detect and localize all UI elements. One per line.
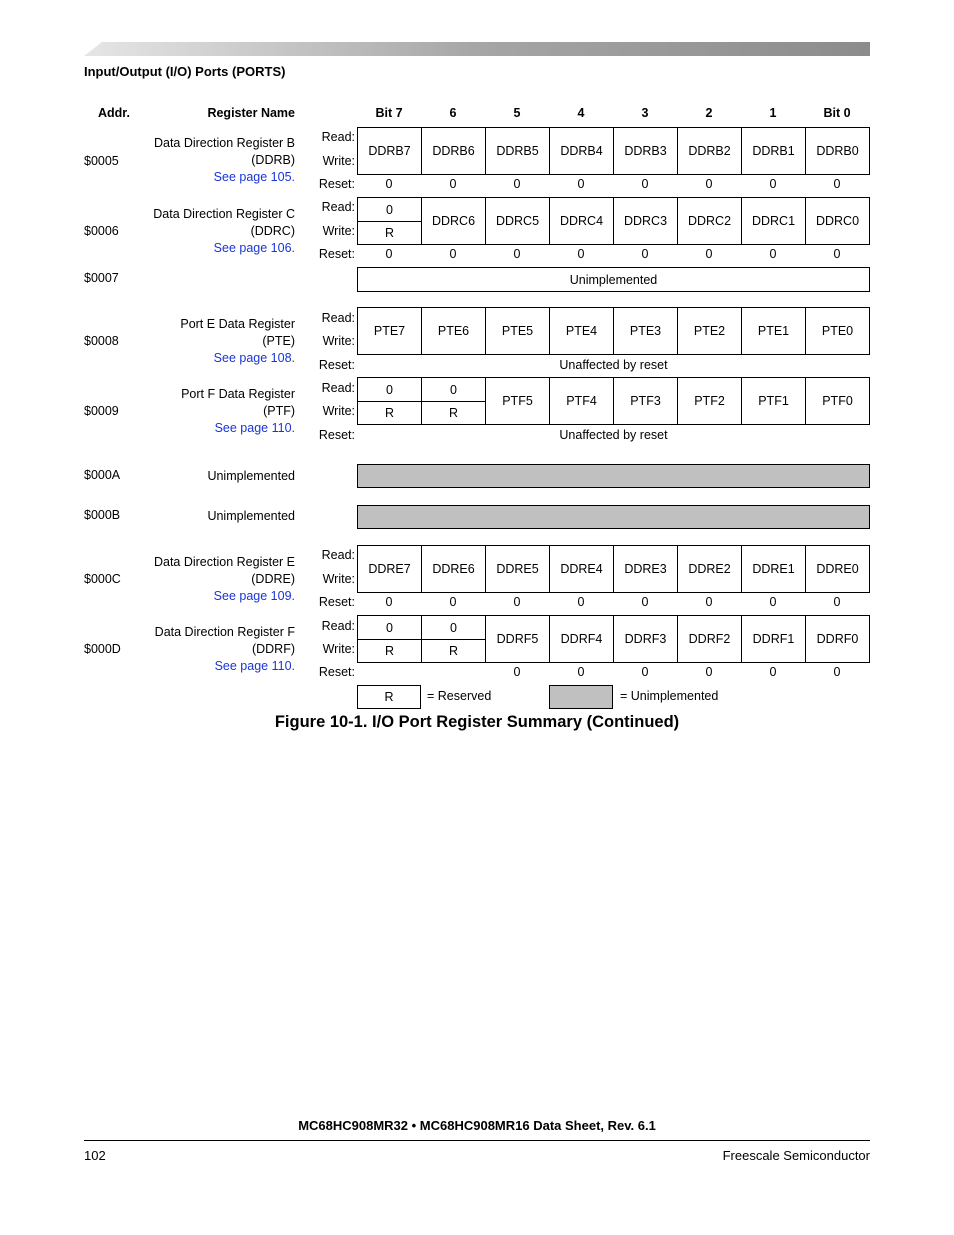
reset-note: Unaffected by reset [559,358,668,372]
reset-value: 0 [641,177,649,191]
bit-cell: 0 [357,377,422,402]
bit-cell: DDRC3 [613,197,678,245]
bit-cell: DDRC6 [421,197,486,245]
bit-cell: DDRF5 [485,615,550,663]
read-label: Read: [321,548,355,562]
legend-reserved-label: = Reserved [427,689,492,703]
bit-cell: PTE6 [421,307,486,355]
bit-cell: DDRE3 [613,545,678,593]
bit-cell: PTF5 [485,377,550,425]
reset-label: Reset: [318,665,355,679]
legend-reserved-box: R [357,685,421,709]
reset-value: 0 [833,595,841,609]
reset-value: 0 [385,247,393,261]
page-number: 102 [84,1148,106,1163]
bit-cell: DDRC0 [805,197,870,245]
bit-cell: DDRB3 [613,127,678,175]
legend-unimplemented-box [549,685,613,709]
write-label: Write: [322,572,355,586]
bit-cell: DDRB1 [741,127,806,175]
bit-header: Bit 7 [375,106,403,120]
reset-label: Reset: [318,247,355,261]
bit-cell: DDRE4 [549,545,614,593]
bit-cell: PTE3 [613,307,678,355]
reset-value: 0 [513,177,521,191]
reset-value: 0 [513,595,521,609]
reset-value: 0 [769,665,777,679]
footer-title: MC68HC908MR32 • MC68HC908MR16 Data Sheet, Rev. 6.1 [298,1118,656,1133]
bit-cell: 0 [357,197,422,222]
reset-value: 0 [385,595,393,609]
unimplemented-block [357,505,870,529]
read-label: Read: [321,311,355,325]
bit-cell: PTE2 [677,307,742,355]
bit-cell: DDRF3 [613,615,678,663]
bit-cell: PTE7 [357,307,422,355]
reset-value: 0 [769,595,777,609]
bit-cell: R [357,401,422,425]
register-address: $000D [84,642,121,656]
see-page-link[interactable]: See page 106. [213,241,295,255]
bit-cell: DDRB6 [421,127,486,175]
bit-cell: PTF0 [805,377,870,425]
write-label: Write: [322,642,355,656]
reset-value: 0 [449,177,457,191]
bit-cell: DDRC5 [485,197,550,245]
reset-value: 0 [705,595,713,609]
bit-header: 4 [577,106,585,120]
register-name: Port E Data Register (PTE) See page 108. [140,316,295,367]
see-page-link[interactable]: See page 108. [213,351,295,365]
read-label: Read: [321,200,355,214]
register-address: $000B [84,508,121,522]
bit-cell: DDRE2 [677,545,742,593]
bit-cell: DDRE7 [357,545,422,593]
register-address: $0009 [84,404,119,418]
bit-cell: R [421,639,486,663]
bit-cell: DDRB2 [677,127,742,175]
footer-divider [84,1140,870,1141]
write-label: Write: [322,404,355,418]
bit-cell: 0 [421,615,486,640]
reset-value: 0 [705,247,713,261]
register-name: Data Direction Register B (DDRB) See page 105. [140,135,295,186]
reset-value: 0 [513,665,521,679]
bit-cell: R [357,639,422,663]
register-address: $0006 [84,224,119,238]
bit-header: 1 [769,106,777,120]
bit-cell: DDRB5 [485,127,550,175]
unimplemented-block [357,464,870,488]
reset-value: 0 [577,247,585,261]
bit-cell: DDRE0 [805,545,870,593]
bit-cell: DDRB7 [357,127,422,175]
register-name: Data Direction Register C (DDRC) See page 106. [140,206,295,257]
reset-label: Reset: [318,177,355,191]
reset-label: Reset: [318,595,355,609]
bit-cell: DDRC1 [741,197,806,245]
company-name: Freescale Semiconductor [722,1148,870,1163]
bit-cell: R [421,401,486,425]
register-name-header: Register Name [207,106,295,120]
bit-header: 2 [705,106,713,120]
reset-value: 0 [577,595,585,609]
addr-header: Addr. [98,106,130,120]
bit-cell: R [357,221,422,245]
bit-cell: PTE4 [549,307,614,355]
bit-cell: DDRF0 [805,615,870,663]
register-name: Data Direction Register E (DDRE) See page 109. [140,554,295,605]
bit-cell: 0 [357,615,422,640]
bit-cell: PTE1 [741,307,806,355]
bit-header: 6 [449,106,457,120]
see-page-link[interactable]: See page 110. [214,421,295,435]
read-label: Read: [321,381,355,395]
bit-cell: DDRF4 [549,615,614,663]
reset-value: 0 [705,665,713,679]
unimplemented-row: Unimplemented [357,267,870,292]
bit-cell: PTF3 [613,377,678,425]
register-address: $0008 [84,334,119,348]
reset-value: 0 [833,177,841,191]
reset-value: 0 [577,665,585,679]
register-name: Unimplemented [207,509,295,523]
reset-value: 0 [577,177,585,191]
bit-cell: PTF4 [549,377,614,425]
write-label: Write: [322,334,355,348]
bit-cell: DDRB0 [805,127,870,175]
see-page-link[interactable]: See page 109. [213,589,295,603]
reset-value: 0 [385,177,393,191]
see-page-link[interactable]: See page 105. [213,170,295,184]
bit-cell: DDRE1 [741,545,806,593]
figure-caption: Figure 10-1. I/O Port Register Summary (Continued) [274,713,680,731]
reset-value: 0 [641,665,649,679]
bit-cell: DDRF2 [677,615,742,663]
reset-value: 0 [705,177,713,191]
header-band [84,42,870,56]
reset-label: Reset: [318,358,355,372]
bit-cell: DDRB4 [549,127,614,175]
register-address: $000C [84,572,121,586]
bit-cell: DDRE6 [421,545,486,593]
bit-cell: PTF2 [677,377,742,425]
reset-value: 0 [833,247,841,261]
reset-label: Reset: [318,428,355,442]
bit-cell: PTE0 [805,307,870,355]
section-title: Input/Output (I/O) Ports (PORTS) [84,64,286,79]
reset-value: 0 [449,247,457,261]
register-address: $0007 [84,271,119,285]
write-label: Write: [322,224,355,238]
bit-cell: PTE5 [485,307,550,355]
bit-header: 5 [513,106,521,120]
register-name: Data Direction Register F (DDRF) See page 110. [140,624,295,675]
read-label: Read: [321,619,355,633]
bit-header: Bit 0 [823,106,851,120]
register-name: Port F Data Register (PTF) See page 110. [140,386,295,437]
reset-value: 0 [641,247,649,261]
legend-unimplemented-label: = Unimplemented [620,689,719,703]
bit-cell: DDRE5 [485,545,550,593]
register-name: Unimplemented [207,469,295,483]
register-address: $000A [84,468,121,482]
bit-cell: DDRF1 [741,615,806,663]
reset-value: 0 [513,247,521,261]
write-label: Write: [322,154,355,168]
bit-cell: PTF1 [741,377,806,425]
reset-value: 0 [641,595,649,609]
bit-cell: 0 [421,377,486,402]
bit-header: 3 [641,106,649,120]
reset-value: 0 [769,247,777,261]
reset-value: 0 [833,665,841,679]
read-label: Read: [321,130,355,144]
see-page-link[interactable]: See page 110. [214,659,295,673]
reset-value: 0 [769,177,777,191]
reset-note: Unaffected by reset [559,428,668,442]
register-address: $0005 [84,154,119,168]
bit-cell: DDRC4 [549,197,614,245]
reset-value: 0 [449,595,457,609]
bit-cell: DDRC2 [677,197,742,245]
